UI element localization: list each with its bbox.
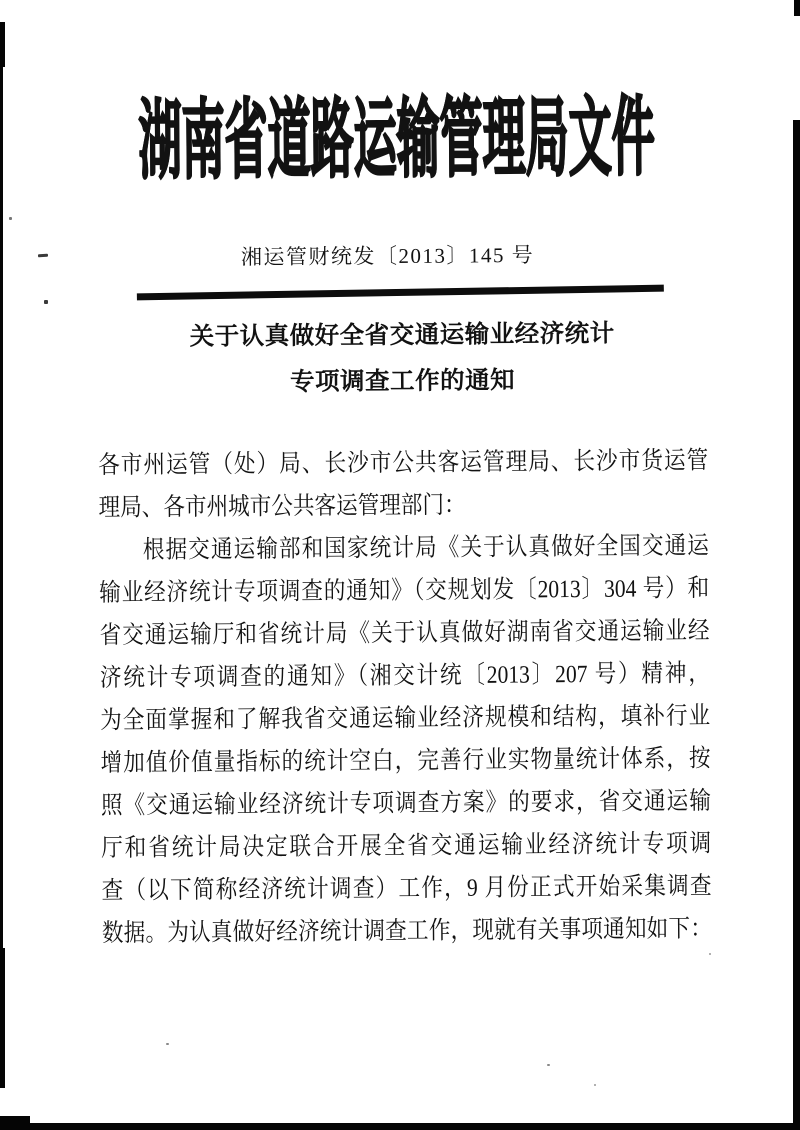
body-line: 省交通运输厅和省统计局《关于认真做好湖南省交通运输业经 bbox=[99, 616, 710, 650]
body-line: 查（以下简称经济统计调查）工作，9 月份正式开始采集调查 bbox=[101, 871, 712, 905]
subject-title-line-1: 关于认真做好全省交通运输业经济统计 bbox=[189, 320, 615, 351]
body-line: 数据。为认真做好经济统计调查工作，现就有关事项通知如下： bbox=[101, 914, 712, 947]
recipients-line-1: 各市州运管（处）局、长沙市公共客运管理局、长沙市货运管 bbox=[98, 446, 709, 479]
header-divider-rule bbox=[137, 285, 664, 301]
body-line: 照《交通运输业经济统计专项调查方案》的要求，省交通运输 bbox=[100, 786, 711, 820]
subject-title bbox=[97, 311, 708, 407]
letterhead-title: 湖南省道路运输管理局文件 bbox=[138, 91, 656, 191]
body-text bbox=[98, 440, 712, 955]
scan-speck bbox=[547, 1064, 550, 1066]
scan-speck bbox=[9, 217, 12, 220]
body-line: 根据交通运输部和国家统计局《关于认真做好全国交通运 bbox=[142, 531, 709, 564]
scan-edge-bottom bbox=[0, 1123, 800, 1130]
document-number: 湘运管财统发〔2013〕145 号 bbox=[240, 242, 535, 270]
body-line: 厅和省统计局决定联合开展全省交通运输业经济统计专项调 bbox=[101, 829, 712, 862]
body-line: 济统计专项调查的通知》（湘交计统〔2013〕207 号）精神， bbox=[99, 659, 710, 692]
body-line: 增加值价值量指标的统计空白，完善行业实物量统计体系，按 bbox=[100, 744, 711, 777]
scan-edge-right bbox=[793, 120, 800, 1130]
scan-edge-left bbox=[0, 60, 3, 950]
subject-title-line-2: 专项调查工作的通知 bbox=[289, 366, 516, 396]
scan-speck bbox=[44, 300, 48, 304]
scan-edge-right-tick bbox=[794, 0, 800, 16]
body-line: 输业经济统计专项调查的通知》（交规划发〔2013〕304 号）和 bbox=[99, 574, 710, 607]
scan-edge-left-bottom bbox=[0, 948, 5, 1088]
scan-speck bbox=[166, 1043, 169, 1045]
scan-corner-blob bbox=[0, 1116, 30, 1130]
scan-speck bbox=[709, 953, 711, 955]
recipients-line-2: 理局、各市州城市公共客运管理部门： bbox=[98, 490, 466, 522]
body-line: 为全面掌握和了解我省交通运输业经济规模和结构，填补行业 bbox=[100, 701, 711, 735]
scan-speck bbox=[594, 1084, 596, 1086]
